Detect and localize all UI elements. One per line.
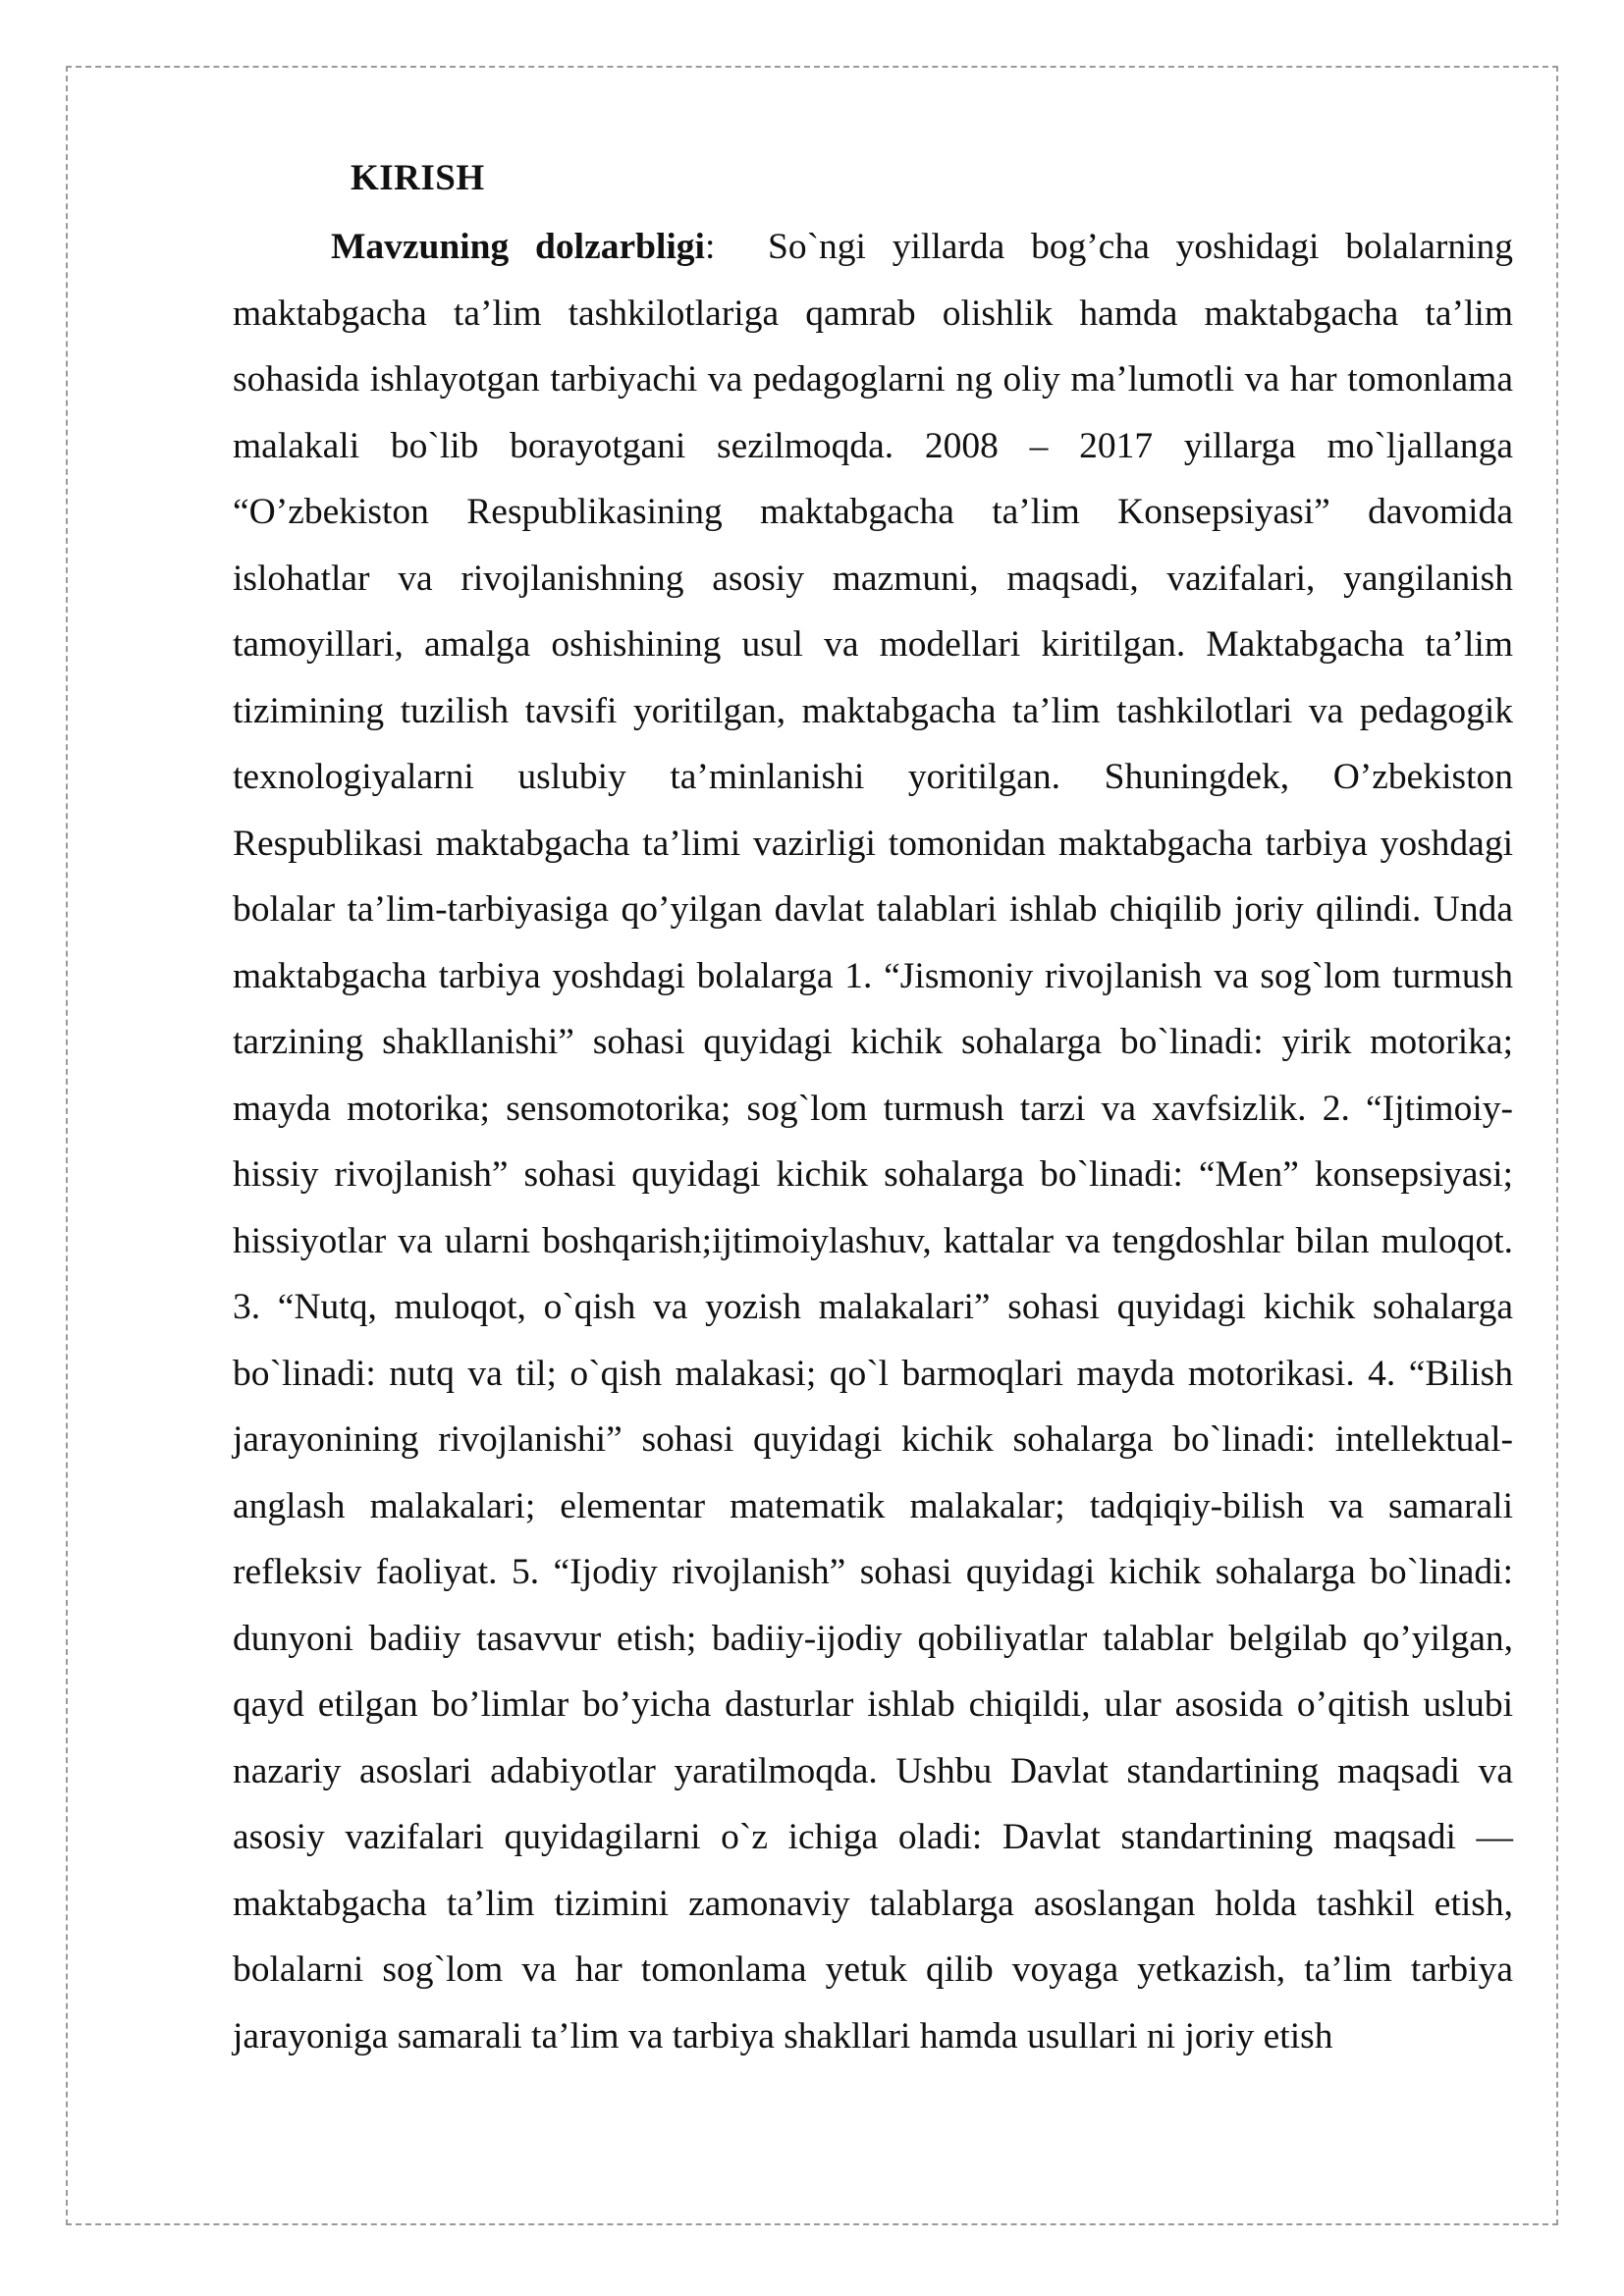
lead-separator: : — [704, 227, 716, 267]
paragraph-text: So`ngi yillarda bog’cha yoshidagi bolalarning maktabgacha ta’lim tashkilotlariga qamrab olishlik hamda maktabgacha ta’lim sohasida ishlayotgan tarbiyachi va pedagoglarni ng oliy ma’lumotli va har tomonlama malakali bo`lib borayotgani sezilmoqda. 2008 – 2017 yillarga mo`ljallanga “O’zbekiston Respublikasining maktabgacha ta’lim Konsepsiyasi” davomida islohatlar va rivojlanishning asosiy mazmuni, maqsadi, vazifalari, yangilanish tamoyillari, amalga oshishining usul va modellari kiritilgan. Maktabgacha ta’lim tizimining tuzilish tavsifi yoritilgan, maktabgacha ta’lim tashkilotlari va pedagogik texnologiyalarni uslubiy ta’minlanishi yoritilgan. Shuningdek, O’zbekiston Respublikasi maktabgacha ta’limi vazirligi tomonidan maktabgacha tarbiya yoshdagi bolalar ta’lim-tarbiyasiga qo’yilgan davlat talablari ishlab chiqilib joriy qilindi. Unda maktabgacha tarbiya yoshdagi bolalarga 1. “Jismoniy rivojlanish va sog`lom turmush tarzining shakllanishi” sohasi quyidagi kichik sohalarga bo`linadi: yirik motorika; mayda motorika; sensomotorika; sog`lom turmush tarzi va xavfsizlik. 2. “Ijtimoiy-hissiy rivojlanish” sohasi quyidagi kichik sohalarga bo`linadi: “Men” konsepsiyasi; hissiyotlar va ularni boshqarish;ijtimoiylashuv, kattalar va tengdoshlar bilan muloqot. 3. “Nutq, muloqot, o`qish va yozish malakalari” sohasi quyidagi kichik sohalarga bo`linadi: nutq va til; o`qish malakasi; qo`l barmoqlari mayda motorikasi. 4. “Bilish jarayonining rivojlanishi” sohasi quyidagi kichik sohalarga bo`linadi: intellektual-anglash malakalari; elementar matematik malakalar; tadqiqiy-bilish va samarali refleksiv faoliyat. 5. “Ijodiy rivojlanish” sohasi quyidagi kichik sohalarga bo`linadi: dunyoni badiiy tasavvur etish; badiiy-ijodiy qobiliyatlar talablar belgilab qo’yilgan, qayd etilgan bo’limlar bo’yicha dasturlar ishlab chiqildi, ular asosida o’qitish uslubi nazariy asoslari adabiyotlar yaratilmoqda. Ushbu Davlat standartining maqsadi va asosiy vazifalari quyidagilarni o`z ichiga oladi: Davlat standartining maqsadi — maktabgacha ta’lim tizimini zamonaviy talablarga asoslangan holda tashkil etish, bolalarni sog`lom va har tomonlama yetuk qilib voyaga yetkazish, ta’lim tarbiya jarayoniga samarali ta’lim va tarbiya shakllari hamda usullari ni joriy etish — [233, 227, 1514, 2056]
body-paragraph — [233, 214, 1513, 2069]
lead-label: Mavzuning dolzarbligi — [331, 227, 705, 267]
section-heading: KIRISH — [351, 158, 485, 198]
